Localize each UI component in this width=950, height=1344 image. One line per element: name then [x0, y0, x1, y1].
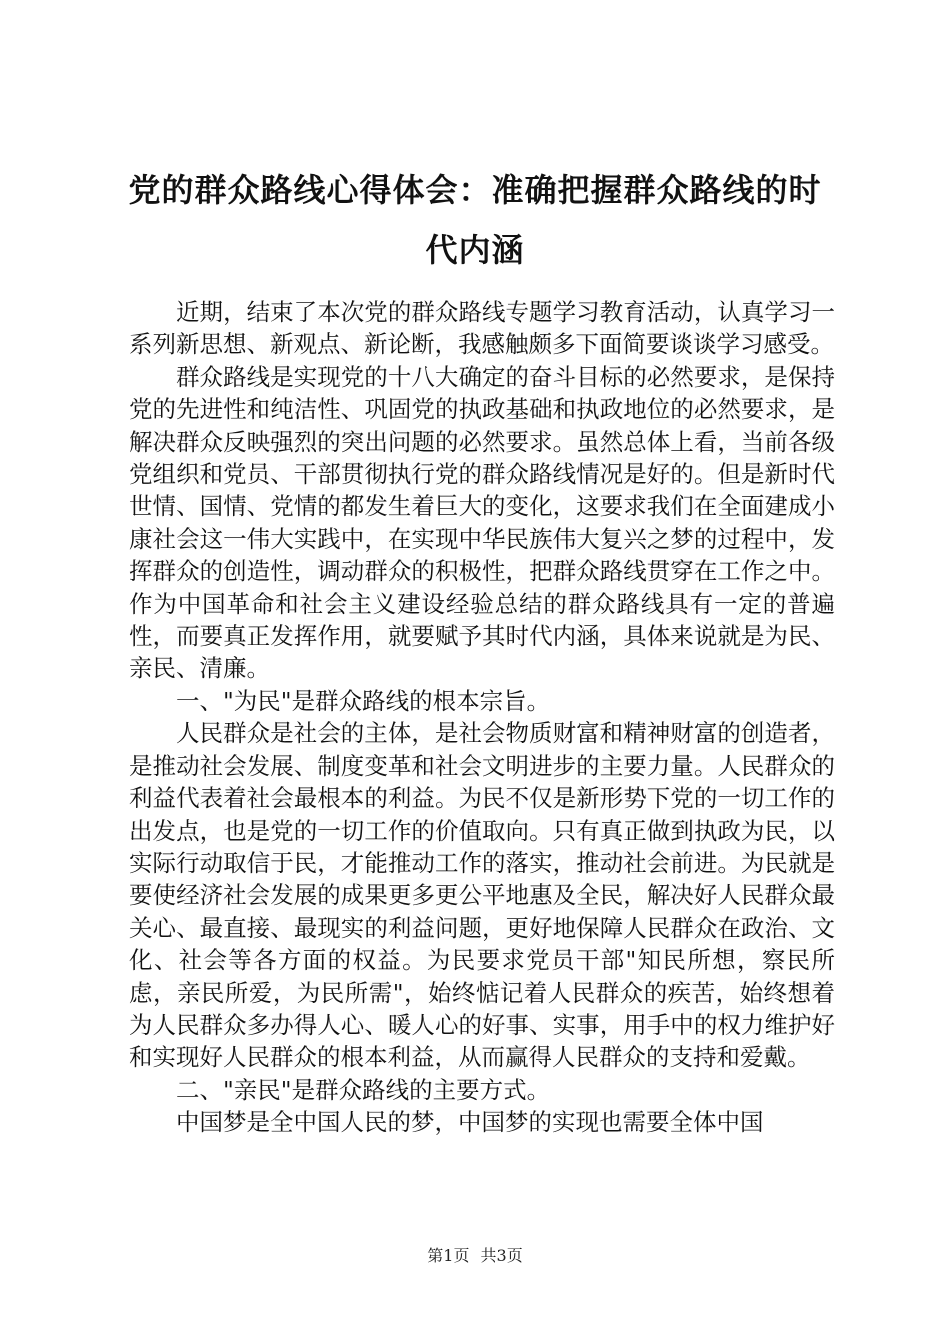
- paragraph-overview: 群众路线是实现党的十八大确定的奋斗目标的必然要求，是保持党的先进性和纯洁性、巩固党的执政基础和执政地位的必然要求，是解决群众反映强烈的突出问题的必然要求。虽然总体上看，当前各级党组织和党员、干部贯彻执行党的群众路线情况是好的。但是新时代世情、国情、党情的都发生着巨大的变化，这要求我们在全面建成小康社会这一伟大实践中，在实现中华民族伟大复兴之梦的过程中，发挥群众的创造性，调动群众的积极性，把群众路线贯穿在工作之中。作为中国革命和社会主义建设经验总结的群众路线具有一定的普遍性，而要真正发挥作用，就要赋予其时代内涵，具体来说就是为民、亲民、清廉。: [129, 362, 835, 683]
- paragraph-section-1: 人民群众是社会的主体，是社会物质财富和精神财富的创造者，是推动社会发展、制度变革和社会文明进步的主要力量。人民群众的利益代表着社会最根本的利益。为民不仅是新形势下党的一切工作的出发点，也是党的一切工作的价值取向。只有真正做到执政为民，以实际行动取信于民，才能推动工作的落实，推动社会前进。为民就是要使经济社会发展的成果更多更公平地惠及全民，解决好人民群众最关心、最直接、最现实的利益问题，更好地保障人民群众在政治、文化、社会等各方面的权益。为民要求党员干部"知民所想，察民所虑，亲民所爱，为民所需"，始终惦记着人民群众的疾苦，始终想着为人民群众多办得人心、暖人心的好事、实事，用手中的权力维护好和实现好人民群众的根本利益，从而赢得人民群众的支持和爱戴。: [129, 719, 835, 1072]
- page-number: 第1页: [427, 1246, 470, 1265]
- document-body: [129, 296, 835, 1139]
- section-heading-1: 一、"为民"是群众路线的根本宗旨。: [176, 686, 551, 715]
- paragraph-section-2: 中国梦是全中国人民的梦，中国梦的实现也需要全体中国: [176, 1108, 764, 1137]
- page-total: 共3页: [480, 1246, 523, 1265]
- section-heading-2: 二、"亲民"是群众路线的主要方式。: [176, 1075, 551, 1104]
- paragraph-intro: 近期，结束了本次党的群众路线专题学习教育活动，认真学习一系列新思想、新观点、新论断，我感触颇多下面简要谈谈学习感受。: [129, 298, 835, 359]
- page-footer: [0, 1243, 950, 1266]
- document-title: 党的群众路线心得体会：准确把握群众路线的时代内涵: [128, 171, 822, 269]
